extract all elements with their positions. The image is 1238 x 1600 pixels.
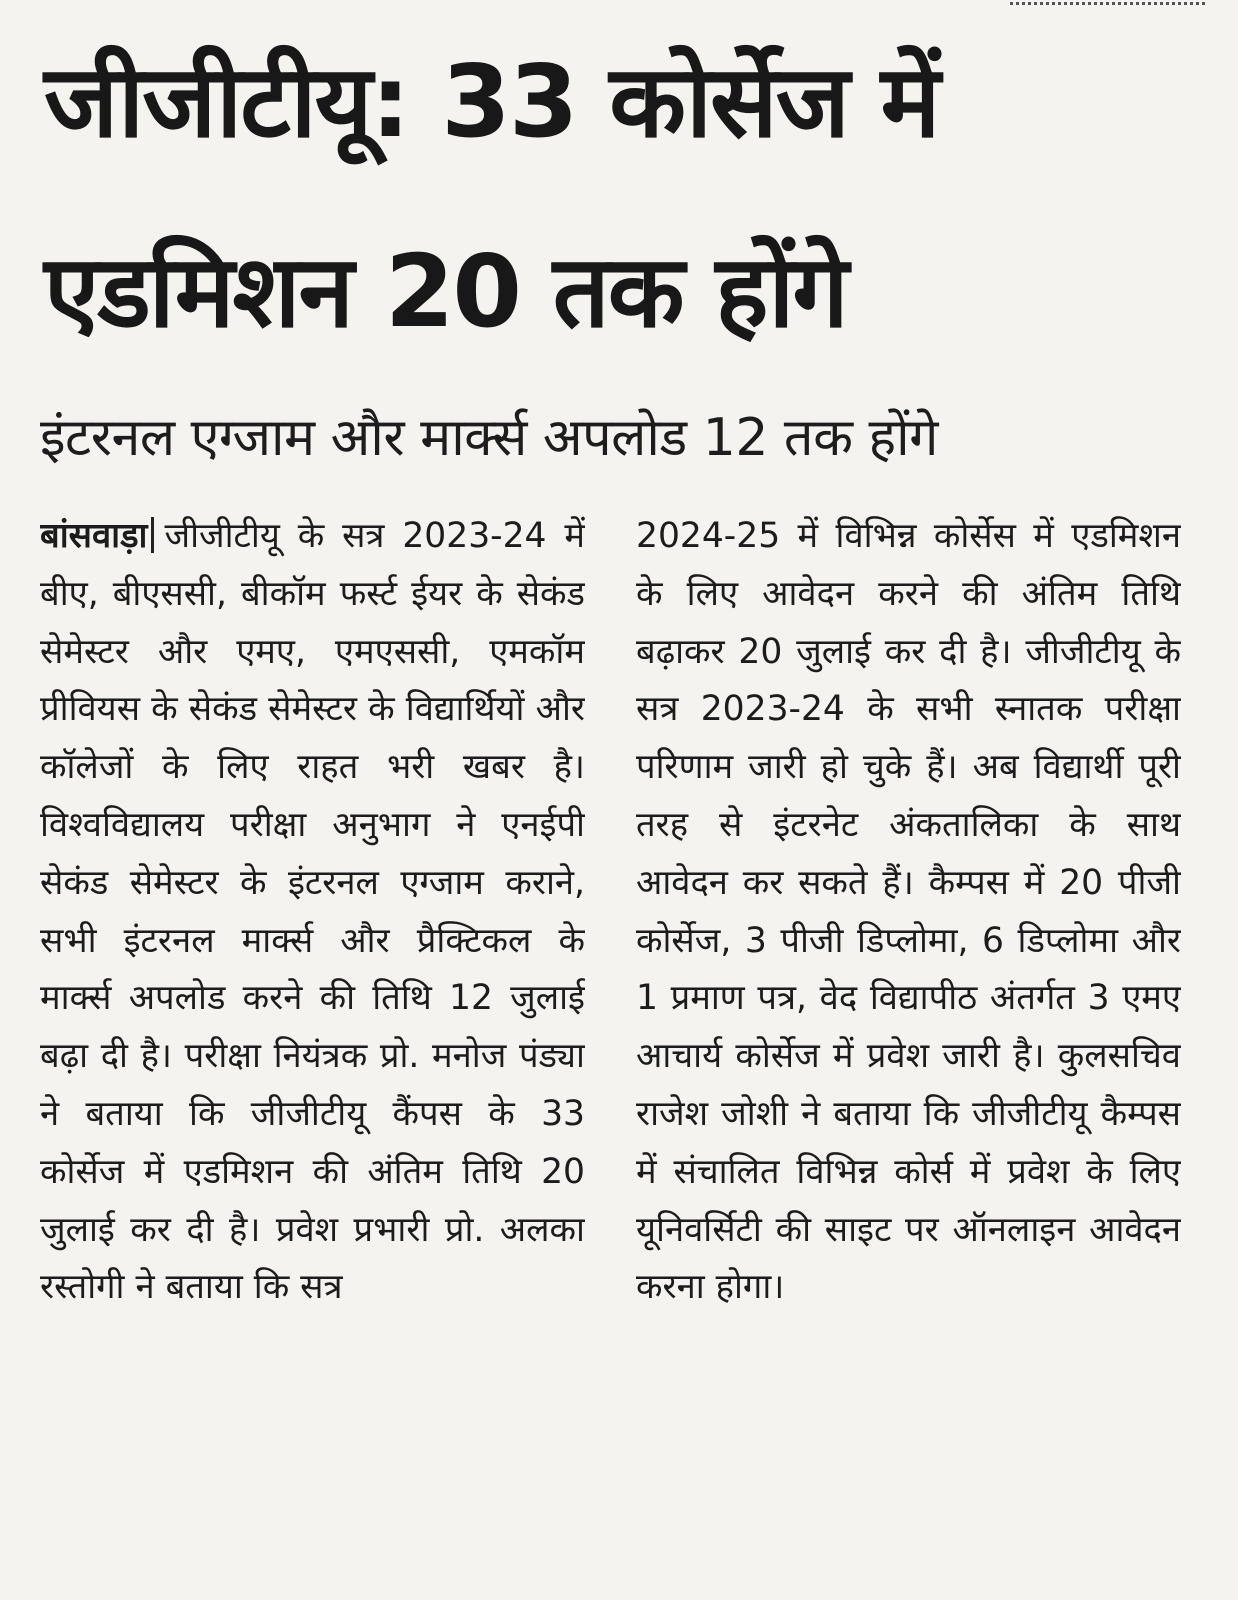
top-dotted-rule: [1010, 2, 1205, 5]
article-body-left: जीजीटीयू के सत्र 2023-24 में बीए, बीएससी, बीकॉम फर्स्ट ईयर के सेकंड सेमेस्टर और एमए, एमएससी, एमकॉम प्रीवियस के सेकंड सेमेस्टर के विद्यार्थियों और कॉलेजों के लिए राहत भरी खबर है। विश्वविद्यालय परीक्षा अनुभाग ने एनईपी सेकंड सेमेस्टर के इंटरनल एग्जाम कराने, सभी इंटरनल मार्क्स और प्रैक्टिकल के मार्क्स अपलोड करने की तिथि 12 जुलाई बढ़ा दी है। परीक्षा नियंत्रक प्रो. मनोज पंड्या ने बताया कि जीजीटीयू कैंपस के 33 कोर्सेज में एडमिशन की अंतिम तिथि 20 जुलाई कर दी है। प्रवेश प्रभारी प्रो. अलका रस्तोगी ने बताया कि सत्र: [40, 516, 585, 1308]
article-body-right: 2024-25 में विभिन्न कोर्सेस में एडमिशन के लिए आवेदन करने की अंतिम तिथि बढ़ाकर 20 जुलाई कर दी है। जीजीटीयू के सत्र 2023-24 के सभी स्नातक परीक्षा परिणाम जारी हो चुके हैं। अब विद्यार्थी पूरी तरह से इंटरनेट अंकतालिका के साथ आवेदन कर सकते हैं। कैम्पस में 20 पीजी कोर्सेज, 3 पीजी डिप्लोमा, 6 डिप्लोमा और 1 प्रमाण पत्र, वेद विद्यापीठ अंतर्गत 3 एमए आचार्य कोर्सेज में प्रवेश जारी है। कुलसचिव राजेश जोशी ने बताया कि जीजीटीयू कैम्पस में संचालित विभिन्न कोर्स में प्रवेश के लिए यूनिवर्सिटी की साइट पर ऑनलाइन आवेदन करना होगा।: [636, 516, 1181, 1308]
dateline: बांसवाड़ा: [40, 516, 148, 556]
article-column-right: [636, 508, 1181, 1588]
headline-line-1: जीजीटीयू: 33 कोर्सेज में: [44, 43, 939, 160]
subheadline: इंटरनल एग्जाम और मार्क्स अपलोड 12 तक होंगे: [40, 408, 938, 468]
headline-line-2: एडमिशन 20 तक होंगे: [44, 233, 847, 350]
article-column-left: [40, 508, 585, 1588]
dateline-separator: [151, 517, 154, 553]
